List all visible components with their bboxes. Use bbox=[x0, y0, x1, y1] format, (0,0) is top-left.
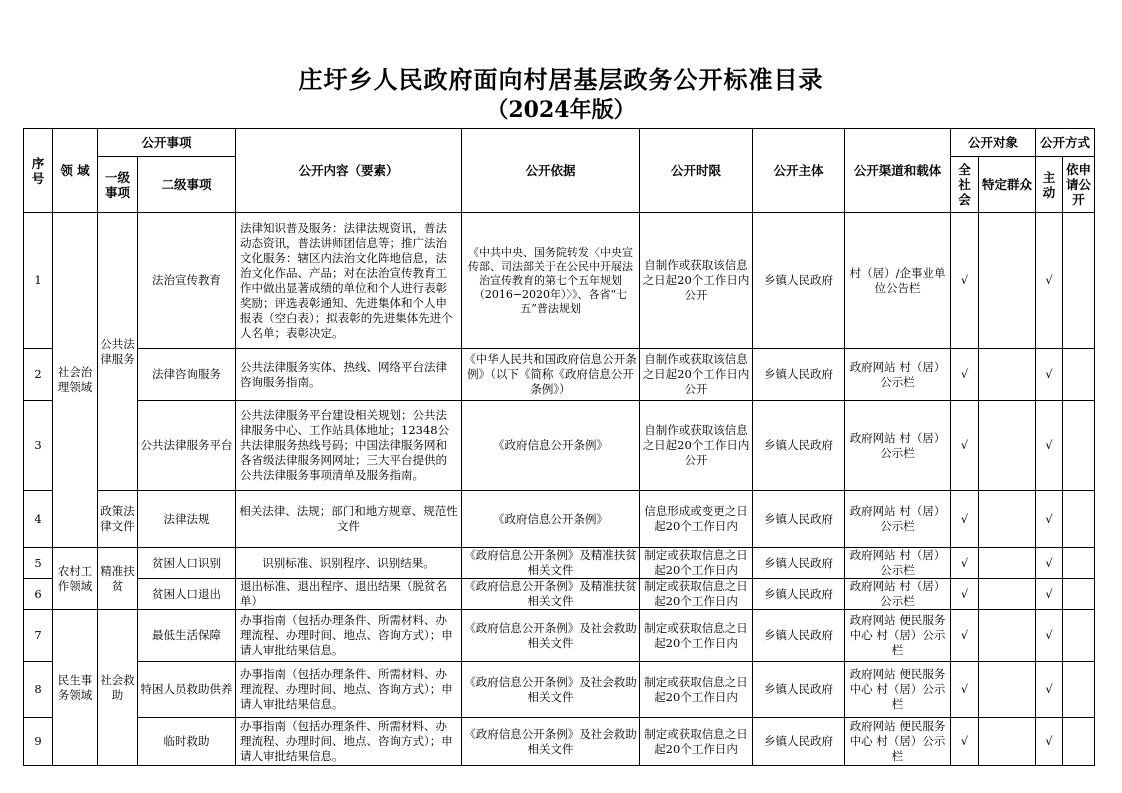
level2-cell: 特困人员救助供养 bbox=[138, 662, 236, 718]
apply-cell bbox=[1063, 491, 1095, 548]
apply-cell bbox=[1063, 718, 1095, 766]
basis-cell: 《中共中央、国务院转发〈中央宣传部、司法部关于在公民中开展法治宣传教育的第七个五年规划（2016−2020年）〉》、各省“七五”普法规划 bbox=[462, 213, 640, 349]
basis-cell: 《政府信息公开条例》及社会救助相关文件 bbox=[462, 718, 640, 766]
table-row bbox=[24, 579, 1095, 610]
basis-cell: 《政府信息公开条例》 bbox=[462, 491, 640, 548]
time-cell: 制定或获取信息之日起20个工作日内 bbox=[640, 662, 753, 718]
active-cell: √ bbox=[1036, 579, 1063, 610]
domain-cell: 农村工作领域 bbox=[53, 548, 98, 610]
content-cell: 相关法律、法规；部门和地方规章、规范性文件 bbox=[236, 491, 462, 548]
subject-cell: 乡镇人民政府 bbox=[753, 610, 845, 662]
active-cell: √ bbox=[1036, 662, 1063, 718]
subject-cell: 乡镇人民政府 bbox=[753, 718, 845, 766]
specific-cell bbox=[979, 213, 1036, 349]
level2-cell: 贫困人口识别 bbox=[138, 548, 236, 579]
channel-cell: 政府网站 便民服务中心 村（居）公示栏 bbox=[845, 610, 951, 662]
header-basis: 公开依据 bbox=[462, 129, 640, 213]
row-seq: 5 bbox=[24, 548, 53, 579]
active-cell: √ bbox=[1036, 718, 1063, 766]
time-cell: 制定或获取信息之日起20个工作日内 bbox=[640, 610, 753, 662]
all-cell: √ bbox=[951, 718, 979, 766]
header-subject: 公开主体 bbox=[753, 129, 845, 213]
time-cell: 信息形成或变更之日起20个工作日内 bbox=[640, 491, 753, 548]
channel-cell: 政府网站 村（居）公示栏 bbox=[845, 349, 951, 401]
header-items: 公开事项 bbox=[98, 129, 236, 157]
time-cell: 自制作或获取该信息之日起20个工作日内公开 bbox=[640, 401, 753, 491]
table-row bbox=[24, 610, 1095, 662]
header-all: 全社会 bbox=[951, 157, 979, 213]
header-domain: 领 域 bbox=[53, 129, 98, 213]
subject-cell: 乡镇人民政府 bbox=[753, 349, 845, 401]
table-row bbox=[24, 548, 1095, 579]
active-cell: √ bbox=[1036, 491, 1063, 548]
row-seq: 6 bbox=[24, 579, 53, 610]
channel-cell: 村（居）/企事业单位公告栏 bbox=[845, 213, 951, 349]
subject-cell: 乡镇人民政府 bbox=[753, 213, 845, 349]
channel-cell: 政府网站 村（居）公示栏 bbox=[845, 548, 951, 579]
channel-cell: 政府网站 便民服务中心 村（居）公示栏 bbox=[845, 662, 951, 718]
header-mode: 公开方式 bbox=[1036, 129, 1095, 157]
specific-cell bbox=[979, 548, 1036, 579]
all-cell: √ bbox=[951, 548, 979, 579]
content-cell: 办事指南（包括办理条件、所需材料、办理流程、办理时间、地点、咨询方式）；申请人审批结果信息。 bbox=[236, 718, 462, 766]
time-cell: 制定或获取信息之日起20个工作日内 bbox=[640, 718, 753, 766]
specific-cell bbox=[979, 349, 1036, 401]
level2-cell: 贫困人口退出 bbox=[138, 579, 236, 610]
level2-cell: 公共法律服务平台 bbox=[138, 401, 236, 491]
basis-cell: 《政府信息公开条例》及社会救助相关文件 bbox=[462, 662, 640, 718]
basis-cell: 《中华人民共和国政府信息公开条例》（以下《简称《政府信息公开条例》） bbox=[462, 349, 640, 401]
time-cell: 制定或获取信息之日起20个工作日内 bbox=[640, 579, 753, 610]
header-active: 主动 bbox=[1036, 157, 1063, 213]
level1-cell: 精准扶贫 bbox=[98, 548, 138, 610]
header-target: 公开对象 bbox=[951, 129, 1036, 157]
apply-cell bbox=[1063, 213, 1095, 349]
subject-cell: 乡镇人民政府 bbox=[753, 548, 845, 579]
subject-cell: 乡镇人民政府 bbox=[753, 579, 845, 610]
content-cell: 办事指南（包括办理条件、所需材料、办理流程、办理时间、地点、咨询方式）；申请人审批结果信息。 bbox=[236, 610, 462, 662]
all-cell: √ bbox=[951, 349, 979, 401]
domain-cell: 民生事务领域 bbox=[53, 610, 98, 766]
level2-cell: 法治宣传教育 bbox=[138, 213, 236, 349]
page-subtitle: （2024年版） bbox=[486, 97, 636, 123]
subject-cell: 乡镇人民政府 bbox=[753, 491, 845, 548]
content-cell: 识别标准、识别程序、识别结果。 bbox=[236, 548, 462, 579]
channel-cell: 政府网站 村（居）公示栏 bbox=[845, 579, 951, 610]
header-content: 公开内容（要素） bbox=[236, 129, 462, 213]
level2-cell: 法律咨询服务 bbox=[138, 349, 236, 401]
level2-cell: 最低生活保障 bbox=[138, 610, 236, 662]
basis-cell: 《政府信息公开条例》及精准扶贫相关文件 bbox=[462, 548, 640, 579]
time-cell: 自制作或获取该信息之日起20个工作日内公开 bbox=[640, 349, 753, 401]
level2-cell: 临时救助 bbox=[138, 718, 236, 766]
specific-cell bbox=[979, 718, 1036, 766]
all-cell: √ bbox=[951, 401, 979, 491]
basis-cell: 《政府信息公开条例》及精准扶贫相关文件 bbox=[462, 579, 640, 610]
table-row bbox=[24, 213, 1095, 349]
specific-cell bbox=[979, 401, 1036, 491]
specific-cell bbox=[979, 610, 1036, 662]
all-cell: √ bbox=[951, 213, 979, 349]
table-row bbox=[24, 718, 1095, 766]
table-row bbox=[24, 401, 1095, 491]
specific-cell bbox=[979, 662, 1036, 718]
table-row bbox=[24, 662, 1095, 718]
channel-cell: 政府网站 村（居）公示栏 bbox=[845, 491, 951, 548]
time-cell: 制定或获取信息之日起20个工作日内 bbox=[640, 548, 753, 579]
specific-cell bbox=[979, 579, 1036, 610]
basis-cell: 《政府信息公开条例》及社会救助相关文件 bbox=[462, 610, 640, 662]
header-level1: 一级事项 bbox=[98, 157, 138, 213]
header-specific: 特定群众 bbox=[979, 157, 1036, 213]
all-cell: √ bbox=[951, 491, 979, 548]
apply-cell bbox=[1063, 401, 1095, 491]
apply-cell bbox=[1063, 662, 1095, 718]
content-cell: 法律知识普及服务：法律法规资讯，普法动态资讯，普法讲师团信息等；推广法治文化服务：辖区内法治文化阵地信息，法治文化作品、产品；对在法治宣传教育工作中做出显著成绩的单位和个人进行表彰奖励；评选表彰通知、先进集体和个人申报表（空白表）；拟表彰的先进集体先进个人名单；表彰决定。 bbox=[236, 213, 462, 349]
header-apply: 依申请公开 bbox=[1063, 157, 1095, 213]
active-cell: √ bbox=[1036, 213, 1063, 349]
row-seq: 9 bbox=[24, 718, 53, 766]
time-cell: 自制作或获取该信息之日起20个工作日内公开 bbox=[640, 213, 753, 349]
apply-cell bbox=[1063, 349, 1095, 401]
header-level2: 二级事项 bbox=[138, 157, 236, 213]
subject-cell: 乡镇人民政府 bbox=[753, 401, 845, 491]
row-seq: 2 bbox=[24, 349, 53, 401]
page-title: 庄圩乡人民政府面向村居基层政务公开标准目录 bbox=[298, 65, 824, 94]
level2-cell: 法律法规 bbox=[138, 491, 236, 548]
row-seq: 8 bbox=[24, 662, 53, 718]
all-cell: √ bbox=[951, 662, 979, 718]
table-row bbox=[24, 491, 1095, 548]
level1-cell: 政策法律文件 bbox=[98, 491, 138, 548]
row-seq: 7 bbox=[24, 610, 53, 662]
row-seq: 1 bbox=[24, 213, 53, 349]
level1-cell: 社会救助 bbox=[98, 610, 138, 766]
row-seq: 4 bbox=[24, 491, 53, 548]
content-cell: 办事指南（包括办理条件、所需材料、办理流程、办理时间、地点、咨询方式）；申请人审批结果信息。 bbox=[236, 662, 462, 718]
all-cell: √ bbox=[951, 579, 979, 610]
domain-cell: 社会治理领域 bbox=[53, 213, 98, 548]
header-channel: 公开渠道和载体 bbox=[845, 129, 951, 213]
active-cell: √ bbox=[1036, 401, 1063, 491]
row-seq: 3 bbox=[24, 401, 53, 491]
basis-cell: 《政府信息公开条例》 bbox=[462, 401, 640, 491]
content-cell: 退出标准、退出程序、退出结果（脱贫名单） bbox=[236, 579, 462, 610]
apply-cell bbox=[1063, 579, 1095, 610]
content-cell: 公共法律服务平台建设相关规划；公共法律服务中心、工作站具体地址；12348公共法律服务热线号码；中国法律服务网和各省级法律服务网网址；三大平台提供的公共法律服务事项清单及服务指南。 bbox=[236, 401, 462, 491]
header-seq: 序号 bbox=[24, 129, 53, 213]
active-cell: √ bbox=[1036, 548, 1063, 579]
header-time: 公开时限 bbox=[640, 129, 753, 213]
active-cell: √ bbox=[1036, 610, 1063, 662]
table-row bbox=[24, 349, 1095, 401]
apply-cell bbox=[1063, 610, 1095, 662]
all-cell: √ bbox=[951, 610, 979, 662]
level1-cell: 公共法律服务 bbox=[98, 213, 138, 491]
subject-cell: 乡镇人民政府 bbox=[753, 662, 845, 718]
apply-cell bbox=[1063, 548, 1095, 579]
channel-cell: 政府网站 便民服务中心 村（居）公示栏 bbox=[845, 718, 951, 766]
channel-cell: 政府网站 村（居）公示栏 bbox=[845, 401, 951, 491]
specific-cell bbox=[979, 491, 1036, 548]
content-cell: 公共法律服务实体、热线、网络平台法律咨询服务指南。 bbox=[236, 349, 462, 401]
active-cell: √ bbox=[1036, 349, 1063, 401]
directory-table bbox=[23, 128, 1095, 766]
